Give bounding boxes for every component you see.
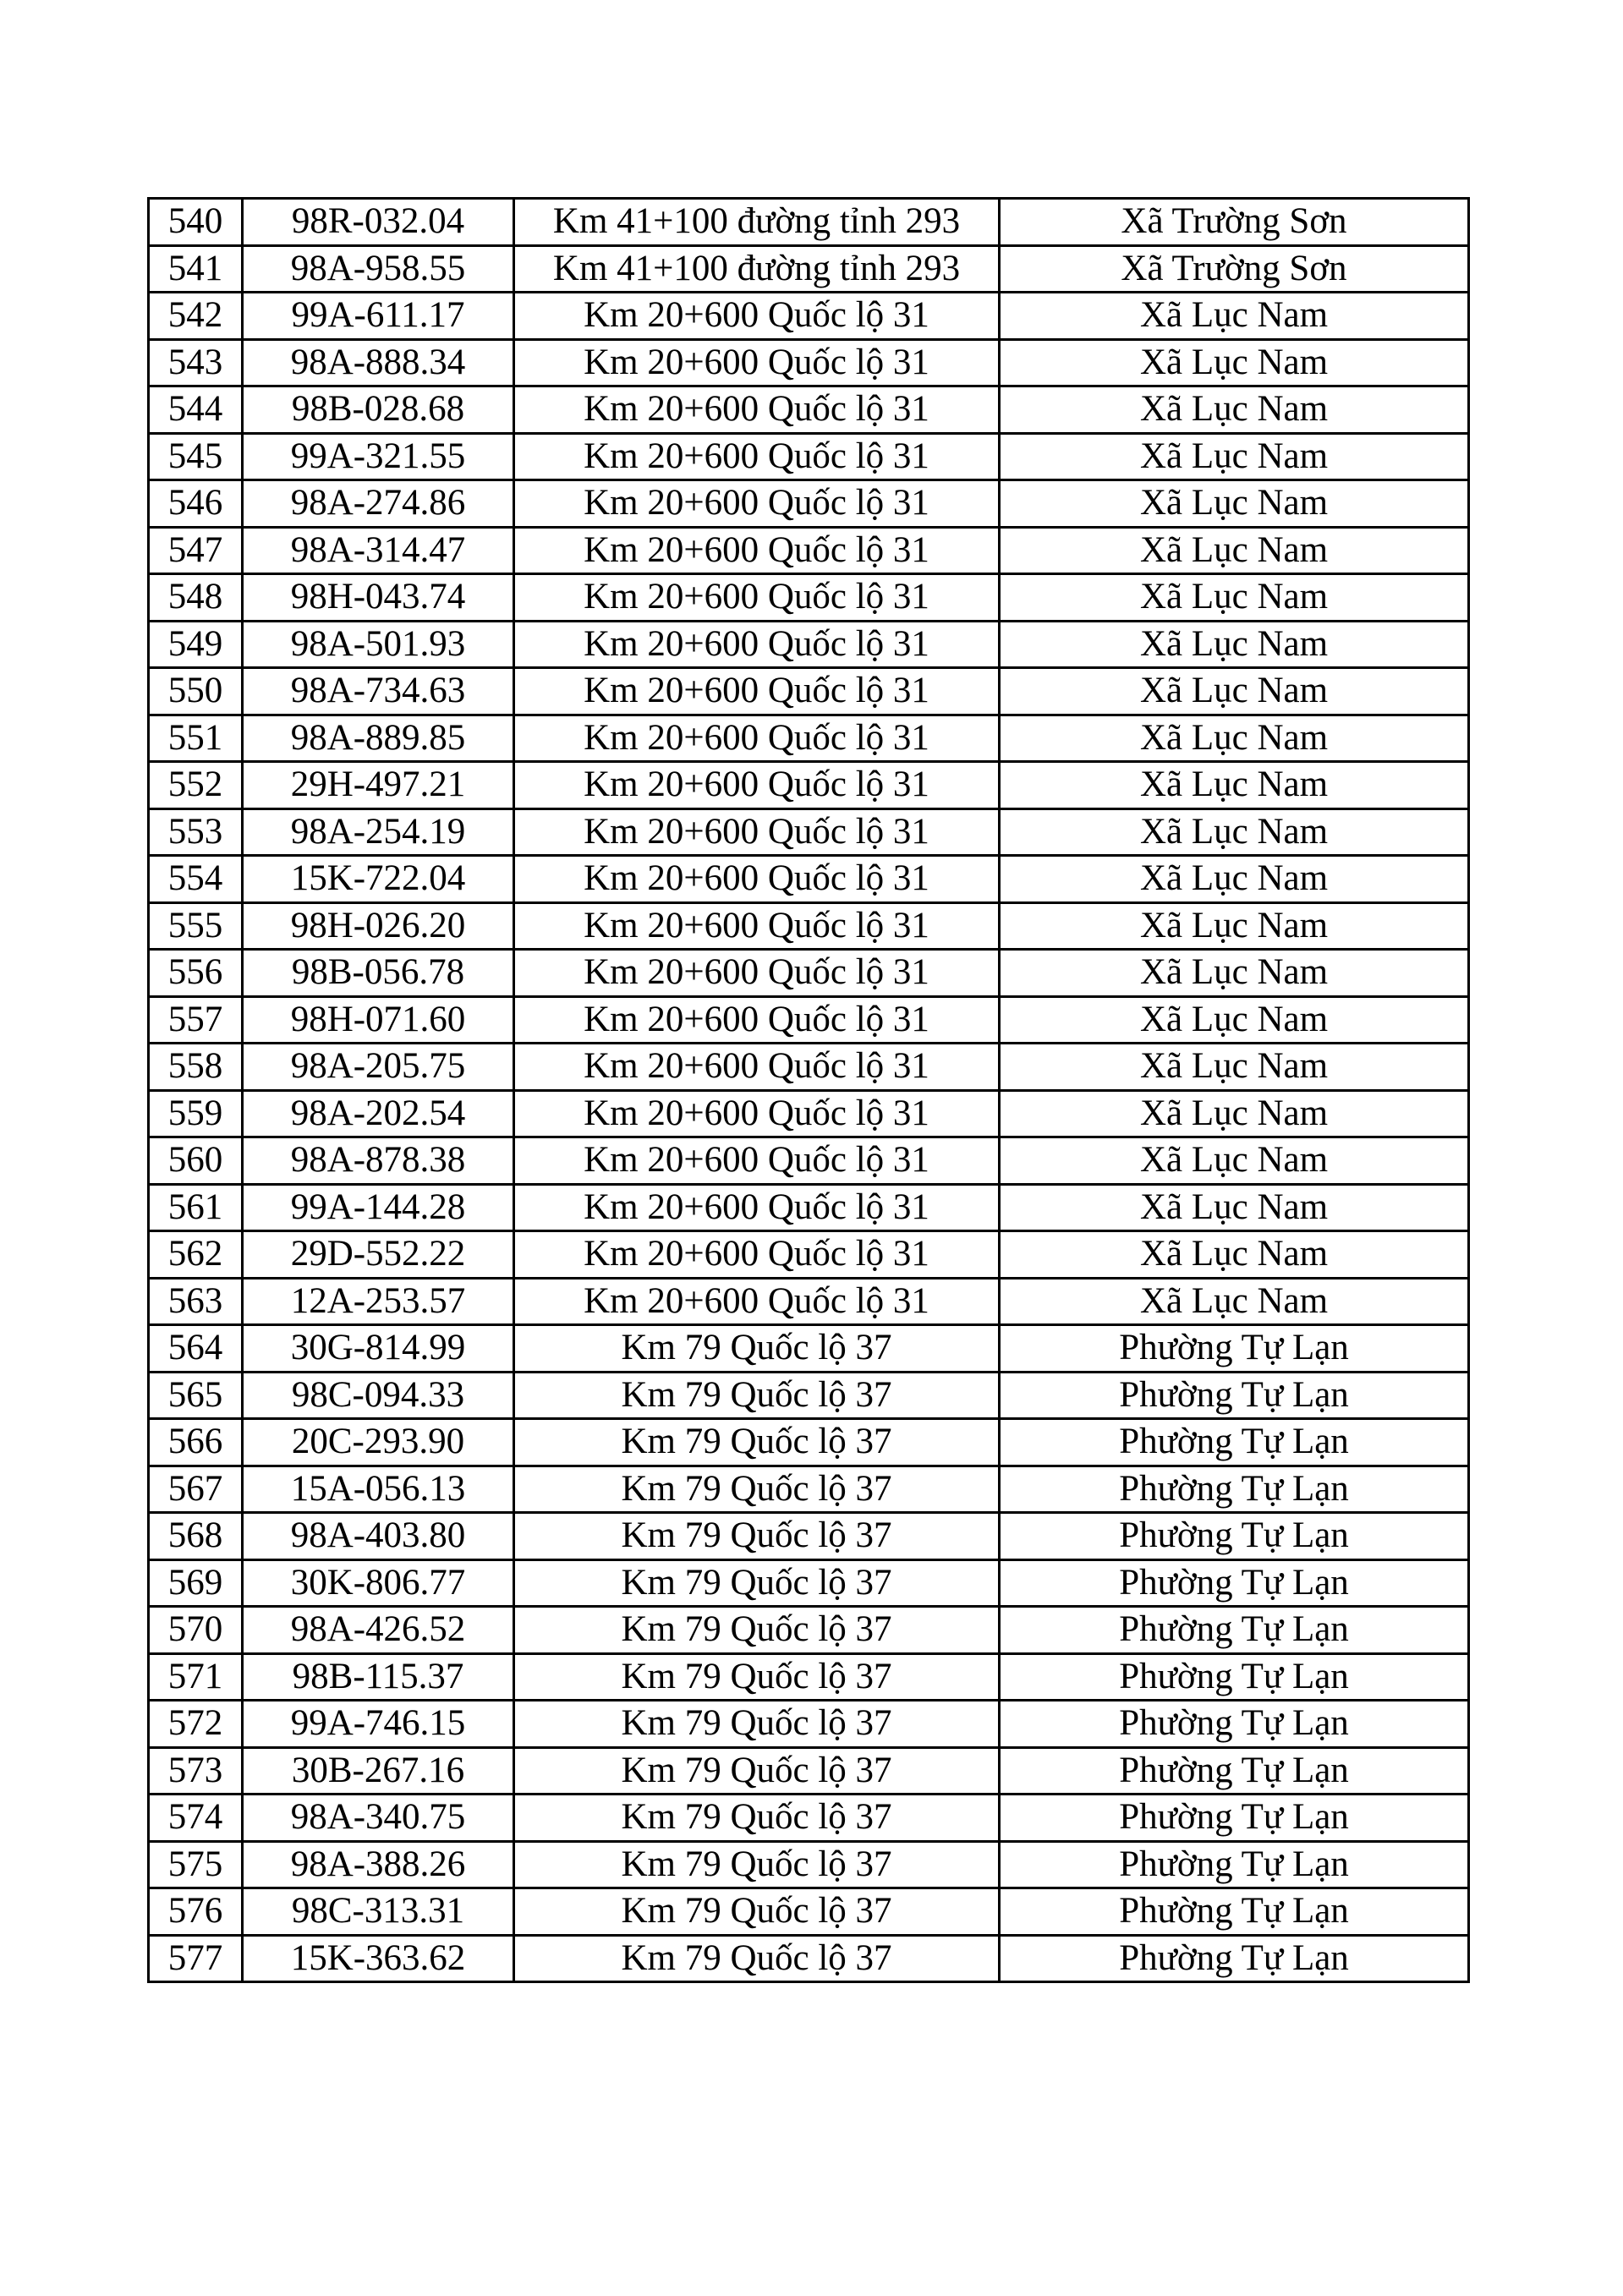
row-number-cell: 563 bbox=[149, 1278, 243, 1325]
administrative-unit-cell: Xã Lục Nam bbox=[1000, 668, 1469, 715]
administrative-unit-cell: Xã Lục Nam bbox=[1000, 480, 1469, 528]
administrative-unit-cell: Phường Tự Lạn bbox=[1000, 1841, 1469, 1888]
license-plate-cell: 98A-403.80 bbox=[243, 1513, 514, 1560]
violation-location-cell: Km 79 Quốc lộ 37 bbox=[514, 1513, 1000, 1560]
license-plate-cell: 99A-611.17 bbox=[243, 293, 514, 340]
violation-location-cell: Km 20+600 Quốc lộ 31 bbox=[514, 715, 1000, 762]
administrative-unit-cell: Xã Lục Nam bbox=[1000, 574, 1469, 622]
violation-location-cell: Km 20+600 Quốc lộ 31 bbox=[514, 762, 1000, 809]
table-row bbox=[149, 1935, 1469, 1982]
license-plate-cell: 98B-028.68 bbox=[243, 386, 514, 434]
table-row bbox=[149, 527, 1469, 574]
row-number-cell: 561 bbox=[149, 1184, 243, 1231]
administrative-unit-cell: Phường Tự Lạn bbox=[1000, 1419, 1469, 1466]
violation-location-cell: Km 79 Quốc lộ 37 bbox=[514, 1841, 1000, 1888]
administrative-unit-cell: Xã Lục Nam bbox=[1000, 293, 1469, 340]
license-plate-cell: 30G-814.99 bbox=[243, 1325, 514, 1373]
table-row bbox=[149, 996, 1469, 1044]
row-number-cell: 566 bbox=[149, 1419, 243, 1466]
table-row bbox=[149, 339, 1469, 386]
administrative-unit-cell: Xã Lục Nam bbox=[1000, 902, 1469, 950]
license-plate-cell: 98A-340.75 bbox=[243, 1795, 514, 1842]
row-number-cell: 545 bbox=[149, 433, 243, 480]
violation-location-cell: Km 20+600 Quốc lộ 31 bbox=[514, 902, 1000, 950]
administrative-unit-cell: Xã Lục Nam bbox=[1000, 1044, 1469, 1091]
license-plate-cell: 98A-314.47 bbox=[243, 527, 514, 574]
license-plate-cell: 98C-313.31 bbox=[243, 1888, 514, 1936]
table-row bbox=[149, 1701, 1469, 1748]
table-row bbox=[149, 950, 1469, 997]
violation-location-cell: Km 20+600 Quốc lộ 31 bbox=[514, 574, 1000, 622]
row-number-cell: 571 bbox=[149, 1653, 243, 1701]
license-plate-cell: 15K-722.04 bbox=[243, 856, 514, 903]
table-row bbox=[149, 1325, 1469, 1373]
license-plate-cell: 99A-144.28 bbox=[243, 1184, 514, 1231]
license-plate-cell: 98A-202.54 bbox=[243, 1090, 514, 1137]
table-row bbox=[149, 245, 1469, 293]
violation-location-cell: Km 20+600 Quốc lộ 31 bbox=[514, 433, 1000, 480]
administrative-unit-cell: Xã Lục Nam bbox=[1000, 1090, 1469, 1137]
row-number-cell: 559 bbox=[149, 1090, 243, 1137]
license-plate-cell: 98A-878.38 bbox=[243, 1137, 514, 1185]
violation-location-cell: Km 41+100 đường tỉnh 293 bbox=[514, 245, 1000, 293]
administrative-unit-cell: Xã Lục Nam bbox=[1000, 996, 1469, 1044]
administrative-unit-cell: Xã Lục Nam bbox=[1000, 1137, 1469, 1185]
license-plate-cell: 29H-497.21 bbox=[243, 762, 514, 809]
violation-location-cell: Km 79 Quốc lộ 37 bbox=[514, 1888, 1000, 1936]
license-plate-cell: 98A-254.19 bbox=[243, 808, 514, 856]
violation-location-cell: Km 79 Quốc lộ 37 bbox=[514, 1466, 1000, 1513]
row-number-cell: 568 bbox=[149, 1513, 243, 1560]
license-plate-cell: 30B-267.16 bbox=[243, 1747, 514, 1795]
violation-location-cell: Km 79 Quốc lộ 37 bbox=[514, 1653, 1000, 1701]
violation-location-cell: Km 20+600 Quốc lộ 31 bbox=[514, 480, 1000, 528]
table-row bbox=[149, 1747, 1469, 1795]
row-number-cell: 542 bbox=[149, 293, 243, 340]
violation-location-cell: Km 20+600 Quốc lộ 31 bbox=[514, 1278, 1000, 1325]
table-row bbox=[149, 902, 1469, 950]
license-plate-cell: 98H-026.20 bbox=[243, 902, 514, 950]
row-number-cell: 562 bbox=[149, 1231, 243, 1279]
row-number-cell: 565 bbox=[149, 1372, 243, 1419]
administrative-unit-cell: Phường Tự Lạn bbox=[1000, 1653, 1469, 1701]
row-number-cell: 544 bbox=[149, 386, 243, 434]
license-plate-cell: 30K-806.77 bbox=[243, 1559, 514, 1607]
license-plate-cell: 15K-363.62 bbox=[243, 1935, 514, 1982]
violation-location-cell: Km 20+600 Quốc lộ 31 bbox=[514, 1231, 1000, 1279]
violation-location-cell: Km 20+600 Quốc lộ 31 bbox=[514, 668, 1000, 715]
row-number-cell: 553 bbox=[149, 808, 243, 856]
row-number-cell: 572 bbox=[149, 1701, 243, 1748]
license-plate-cell: 98A-426.52 bbox=[243, 1607, 514, 1654]
administrative-unit-cell: Xã Lục Nam bbox=[1000, 1184, 1469, 1231]
administrative-unit-cell: Xã Lục Nam bbox=[1000, 950, 1469, 997]
violation-location-cell: Km 20+600 Quốc lộ 31 bbox=[514, 621, 1000, 668]
license-plate-cell: 98A-388.26 bbox=[243, 1841, 514, 1888]
row-number-cell: 550 bbox=[149, 668, 243, 715]
violation-location-cell: Km 20+600 Quốc lộ 31 bbox=[514, 808, 1000, 856]
row-number-cell: 552 bbox=[149, 762, 243, 809]
license-plate-cell: 98H-043.74 bbox=[243, 574, 514, 622]
table-row bbox=[149, 1607, 1469, 1654]
row-number-cell: 543 bbox=[149, 339, 243, 386]
table-row bbox=[149, 1372, 1469, 1419]
table-row bbox=[149, 668, 1469, 715]
license-plate-cell: 98A-889.85 bbox=[243, 715, 514, 762]
administrative-unit-cell: Xã Lục Nam bbox=[1000, 856, 1469, 903]
row-number-cell: 546 bbox=[149, 480, 243, 528]
table-row bbox=[149, 1419, 1469, 1466]
license-plate-cell: 98A-205.75 bbox=[243, 1044, 514, 1091]
violation-location-cell: Km 79 Quốc lộ 37 bbox=[514, 1607, 1000, 1654]
administrative-unit-cell: Xã Lục Nam bbox=[1000, 715, 1469, 762]
administrative-unit-cell: Xã Lục Nam bbox=[1000, 762, 1469, 809]
violation-location-cell: Km 79 Quốc lộ 37 bbox=[514, 1372, 1000, 1419]
license-plate-cell: 98A-274.86 bbox=[243, 480, 514, 528]
violation-location-cell: Km 79 Quốc lộ 37 bbox=[514, 1419, 1000, 1466]
violation-location-cell: Km 20+600 Quốc lộ 31 bbox=[514, 1184, 1000, 1231]
row-number-cell: 554 bbox=[149, 856, 243, 903]
violations-table-body bbox=[149, 199, 1469, 1982]
row-number-cell: 567 bbox=[149, 1466, 243, 1513]
license-plate-cell: 98B-056.78 bbox=[243, 950, 514, 997]
license-plate-cell: 98A-958.55 bbox=[243, 245, 514, 293]
table-row bbox=[149, 808, 1469, 856]
table-row bbox=[149, 1795, 1469, 1842]
table-row bbox=[149, 1653, 1469, 1701]
administrative-unit-cell: Xã Lục Nam bbox=[1000, 621, 1469, 668]
table-row bbox=[149, 1841, 1469, 1888]
violation-location-cell: Km 20+600 Quốc lộ 31 bbox=[514, 1137, 1000, 1185]
violation-location-cell: Km 79 Quốc lộ 37 bbox=[514, 1795, 1000, 1842]
violation-location-cell: Km 20+600 Quốc lộ 31 bbox=[514, 950, 1000, 997]
table-row bbox=[149, 480, 1469, 528]
table-row bbox=[149, 1231, 1469, 1279]
violation-location-cell: Km 79 Quốc lộ 37 bbox=[514, 1935, 1000, 1982]
row-number-cell: 549 bbox=[149, 621, 243, 668]
row-number-cell: 573 bbox=[149, 1747, 243, 1795]
license-plate-cell: 99A-746.15 bbox=[243, 1701, 514, 1748]
row-number-cell: 556 bbox=[149, 950, 243, 997]
administrative-unit-cell: Phường Tự Lạn bbox=[1000, 1747, 1469, 1795]
row-number-cell: 555 bbox=[149, 902, 243, 950]
table-row bbox=[149, 386, 1469, 434]
table-row bbox=[149, 433, 1469, 480]
violation-location-cell: Km 20+600 Quốc lộ 31 bbox=[514, 386, 1000, 434]
administrative-unit-cell: Xã Lục Nam bbox=[1000, 433, 1469, 480]
license-plate-cell: 29D-552.22 bbox=[243, 1231, 514, 1279]
violation-location-cell: Km 20+600 Quốc lộ 31 bbox=[514, 996, 1000, 1044]
administrative-unit-cell: Phường Tự Lạn bbox=[1000, 1372, 1469, 1419]
administrative-unit-cell: Xã Lục Nam bbox=[1000, 386, 1469, 434]
license-plate-cell: 12A-253.57 bbox=[243, 1278, 514, 1325]
row-number-cell: 557 bbox=[149, 996, 243, 1044]
table-row bbox=[149, 1137, 1469, 1185]
license-plate-cell: 98B-115.37 bbox=[243, 1653, 514, 1701]
violations-table bbox=[147, 197, 1470, 1983]
administrative-unit-cell: Phường Tự Lạn bbox=[1000, 1607, 1469, 1654]
license-plate-cell: 98A-888.34 bbox=[243, 339, 514, 386]
row-number-cell: 558 bbox=[149, 1044, 243, 1091]
violation-location-cell: Km 20+600 Quốc lộ 31 bbox=[514, 856, 1000, 903]
table-row bbox=[149, 715, 1469, 762]
violation-location-cell: Km 79 Quốc lộ 37 bbox=[514, 1559, 1000, 1607]
violation-location-cell: Km 79 Quốc lộ 37 bbox=[514, 1747, 1000, 1795]
violation-location-cell: Km 41+100 đường tỉnh 293 bbox=[514, 199, 1000, 246]
administrative-unit-cell: Xã Lục Nam bbox=[1000, 339, 1469, 386]
administrative-unit-cell: Xã Trường Sơn bbox=[1000, 245, 1469, 293]
table-row bbox=[149, 293, 1469, 340]
license-plate-cell: 98C-094.33 bbox=[243, 1372, 514, 1419]
table-row bbox=[149, 621, 1469, 668]
license-plate-cell: 98H-071.60 bbox=[243, 996, 514, 1044]
table-row bbox=[149, 1044, 1469, 1091]
table-row bbox=[149, 1090, 1469, 1137]
table-row bbox=[149, 1559, 1469, 1607]
table-row bbox=[149, 199, 1469, 246]
row-number-cell: 575 bbox=[149, 1841, 243, 1888]
administrative-unit-cell: Xã Lục Nam bbox=[1000, 1231, 1469, 1279]
license-plate-cell: 99A-321.55 bbox=[243, 433, 514, 480]
administrative-unit-cell: Phường Tự Lạn bbox=[1000, 1935, 1469, 1982]
administrative-unit-cell: Phường Tự Lạn bbox=[1000, 1513, 1469, 1560]
row-number-cell: 560 bbox=[149, 1137, 243, 1185]
table-row bbox=[149, 1184, 1469, 1231]
administrative-unit-cell: Phường Tự Lạn bbox=[1000, 1795, 1469, 1842]
administrative-unit-cell: Xã Lục Nam bbox=[1000, 1278, 1469, 1325]
table-row bbox=[149, 856, 1469, 903]
administrative-unit-cell: Phường Tự Lạn bbox=[1000, 1559, 1469, 1607]
table-row bbox=[149, 1888, 1469, 1936]
row-number-cell: 569 bbox=[149, 1559, 243, 1607]
administrative-unit-cell: Phường Tự Lạn bbox=[1000, 1701, 1469, 1748]
violation-location-cell: Km 20+600 Quốc lộ 31 bbox=[514, 1044, 1000, 1091]
violation-location-cell: Km 20+600 Quốc lộ 31 bbox=[514, 339, 1000, 386]
row-number-cell: 547 bbox=[149, 527, 243, 574]
administrative-unit-cell: Xã Trường Sơn bbox=[1000, 199, 1469, 246]
license-plate-cell: 98A-734.63 bbox=[243, 668, 514, 715]
administrative-unit-cell: Xã Lục Nam bbox=[1000, 527, 1469, 574]
administrative-unit-cell: Phường Tự Lạn bbox=[1000, 1466, 1469, 1513]
table-row bbox=[149, 762, 1469, 809]
license-plate-cell: 98R-032.04 bbox=[243, 199, 514, 246]
license-plate-cell: 98A-501.93 bbox=[243, 621, 514, 668]
violation-location-cell: Km 20+600 Quốc lộ 31 bbox=[514, 293, 1000, 340]
violation-location-cell: Km 79 Quốc lộ 37 bbox=[514, 1325, 1000, 1373]
row-number-cell: 548 bbox=[149, 574, 243, 622]
row-number-cell: 574 bbox=[149, 1795, 243, 1842]
row-number-cell: 570 bbox=[149, 1607, 243, 1654]
table-row bbox=[149, 574, 1469, 622]
row-number-cell: 551 bbox=[149, 715, 243, 762]
table-row bbox=[149, 1278, 1469, 1325]
row-number-cell: 576 bbox=[149, 1888, 243, 1936]
administrative-unit-cell: Xã Lục Nam bbox=[1000, 808, 1469, 856]
row-number-cell: 541 bbox=[149, 245, 243, 293]
administrative-unit-cell: Phường Tự Lạn bbox=[1000, 1325, 1469, 1373]
violation-location-cell: Km 20+600 Quốc lộ 31 bbox=[514, 1090, 1000, 1137]
administrative-unit-cell: Phường Tự Lạn bbox=[1000, 1888, 1469, 1936]
table-row bbox=[149, 1513, 1469, 1560]
row-number-cell: 540 bbox=[149, 199, 243, 246]
violation-location-cell: Km 79 Quốc lộ 37 bbox=[514, 1701, 1000, 1748]
license-plate-cell: 20C-293.90 bbox=[243, 1419, 514, 1466]
row-number-cell: 564 bbox=[149, 1325, 243, 1373]
row-number-cell: 577 bbox=[149, 1935, 243, 1982]
table-row bbox=[149, 1466, 1469, 1513]
license-plate-cell: 15A-056.13 bbox=[243, 1466, 514, 1513]
violation-location-cell: Km 20+600 Quốc lộ 31 bbox=[514, 527, 1000, 574]
